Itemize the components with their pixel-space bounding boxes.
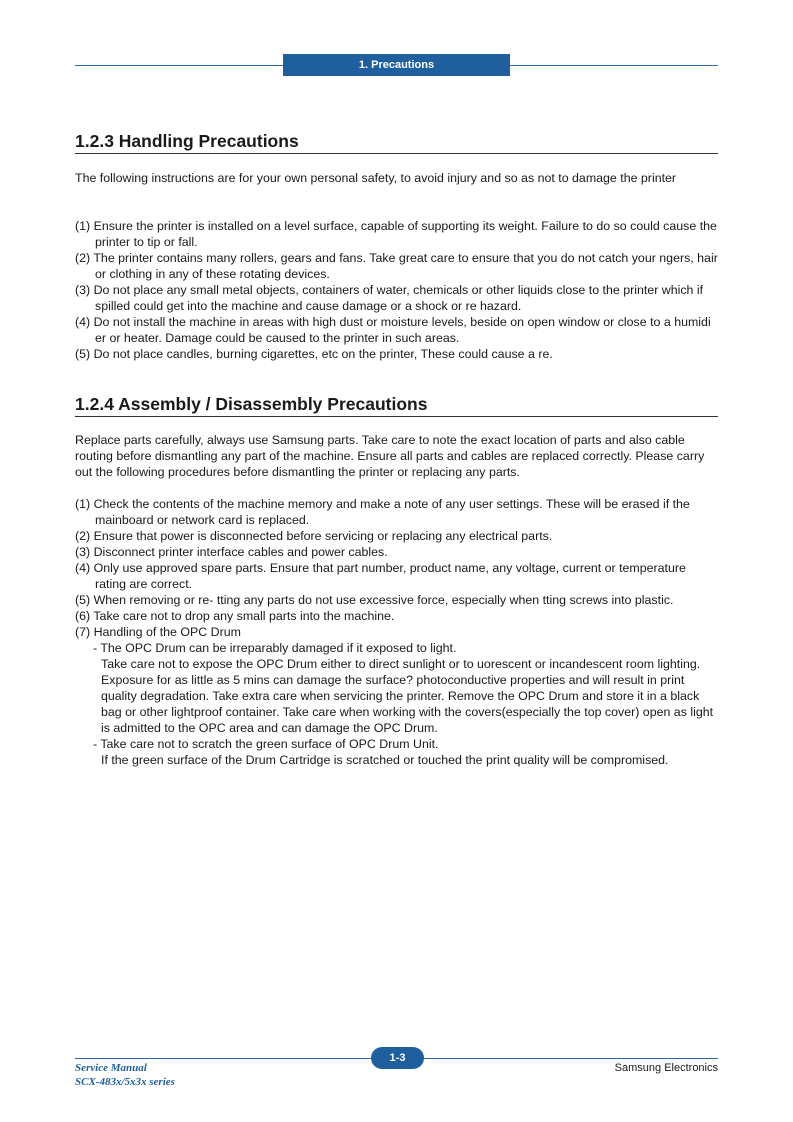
list-item: (7) Handling of the OPC Drum: [75, 625, 241, 639]
header-rule-left: [75, 65, 283, 66]
section-title-handling: 1.2.3 Handling Precautions: [75, 131, 718, 154]
footer-rule-left: [75, 1058, 371, 1059]
list-item: (5) Do not place candles, burning cigarettes, etc on the printer, These could cause a re.: [75, 347, 553, 361]
page-number: 1-3: [371, 1047, 424, 1069]
opc-note: Take care not to expose the OPC Drum either to direct sunlight or to uorescent or incandescent room lighting. Exposure for as little as 5 mins can damage the surface? photoconductive properties and will result in print quality degradation. Take extra care when servicing the printer. Remove the OPC Drum and store it in a black bag or other lightproof container. Take care when working with the covers(especially the top cover) open as light is admitted to the OPC area and can damage the OPC Drum.: [101, 657, 714, 735]
list-item: (4) Only use approved spare parts. Ensure that part number, product name, any voltage, current or temperature rating are correct.: [75, 561, 686, 591]
list-item: (3) Disconnect printer interface cables and power cables.: [75, 545, 388, 559]
list-item: (1) Ensure the printer is installed on a level surface, capable of supporting its weight. Failure to do so could cause the printer to tip or fall.: [75, 219, 717, 249]
manual-title: Service Manual: [75, 1062, 147, 1074]
footer-rule-right: [424, 1058, 718, 1059]
list-item: (2) The printer contains many rollers, gears and fans. Take great care to ensure that you do not catch your ngers, hair or clothing in any of these rotating devices.: [75, 251, 718, 281]
opc-note: - Take care not to scratch the green surface of OPC Drum Unit.: [93, 737, 439, 751]
section-title-assembly: 1.2.4 Assembly / Disassembly Precautions: [75, 394, 718, 417]
assembly-list: [75, 496, 720, 768]
chapter-tab: 1. Precautions: [283, 54, 510, 76]
company-name: Samsung Electronics: [614, 1062, 718, 1074]
list-item: (6) Take care not to drop any small parts into the machine.: [75, 609, 395, 623]
manual-series: SCX-483x/5x3x series: [75, 1076, 175, 1088]
list-item: (3) Do not place any small metal objects, containers of water, chemicals or other liquids close to the printer which if spilled could get into the machine and cause damage or a shock or re hazard.: [75, 283, 704, 313]
service-manual-label: [75, 1061, 175, 1089]
list-item: (4) Do not install the machine in areas with high dust or moisture levels, beside on open window or close to a humidi er or heater. Damage could be caused to the printer in such areas.: [75, 315, 711, 345]
handling-list: [75, 218, 720, 362]
handling-intro: The following instructions are for your own personal safety, to avoid injury and so as not to damage the printer: [75, 171, 677, 185]
list-item: (2) Ensure that power is disconnected before servicing or replacing any electrical parts.: [75, 529, 553, 543]
header-rule-right: [510, 65, 718, 66]
list-item: (1) Check the contents of the machine memory and make a note of any user settings. These will be erased if the mainboard or network card is replaced.: [75, 497, 690, 527]
assembly-intro: Replace parts carefully, always use Samsung parts. Take care to note the exact location of parts and also cable routing before dismantling any part of the machine. Ensure all parts and cables are replaced correctly. Please carry out the following procedures before dismantling the printer or replacing any parts.: [75, 433, 705, 479]
list-item: (5) When removing or re- tting any parts do not use excessive force, especially when tting screws into plastic.: [75, 593, 674, 607]
opc-note: - The OPC Drum can be irreparably damaged if it exposed to light.: [93, 641, 457, 655]
opc-note: If the green surface of the Drum Cartridge is scratched or touched the print quality will be compromised.: [101, 753, 669, 767]
